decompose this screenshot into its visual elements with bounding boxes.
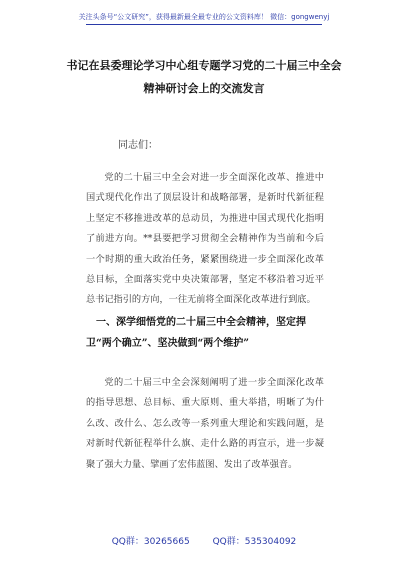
title-line-2: 精神研讨会上的交流发言	[143, 82, 265, 95]
footer-qq-group-2: QQ群：535304092	[212, 537, 297, 547]
header-notice: 关注头条号“公文研究”，获得最新最全最专业的公文资料库！ 微信：gongwenyj	[78, 13, 330, 21]
body-paragraph-2: 党的二十届三中全会深刻阐明了进一步全面深化改革的指导思想、总目标、重大原则、重大举措，明晰了为什么改、改什么、怎么改等一系列重大理论和实践问题，是对新时代新征程举什么旗、走什么路的再宣示，进一步凝聚了强大力量、擘画了宏伟蓝图、发出了改革强音。	[86, 377, 324, 470]
title-line-1: 书记在县委理论学习中心组专题学习党的二十届三中全会	[66, 59, 342, 72]
footer-contact	[0, 534, 408, 547]
footer-qq-group-1: QQ群：30265665	[111, 537, 190, 547]
salutation: 同志们：	[118, 140, 158, 151]
section-heading-1: 一、深学细悟党的二十届三中全会精神，坚定捍卫“两个确立”、坚决做到“两个维护”	[86, 317, 306, 349]
document-title	[62, 54, 346, 100]
header-divider	[86, 24, 322, 25]
body-paragraph-1: 党的二十届三中全会对进一步全面深化改革、推进中国式现代化作出了顶层设计和战略部署，是新时代新征程上坚定不移推进改革的总动员，为推进中国式现代化指明了前进方向。**县要把学习贯彻全会精神作为当前和今后一个时期的重大政治任务，紧紧围绕进一步全面深化改革总目标，全面落实党中央决策部署，坚定不移沿着习近平总书记指引的方向，一往无前将全面深化改革进行到底。	[86, 172, 324, 306]
